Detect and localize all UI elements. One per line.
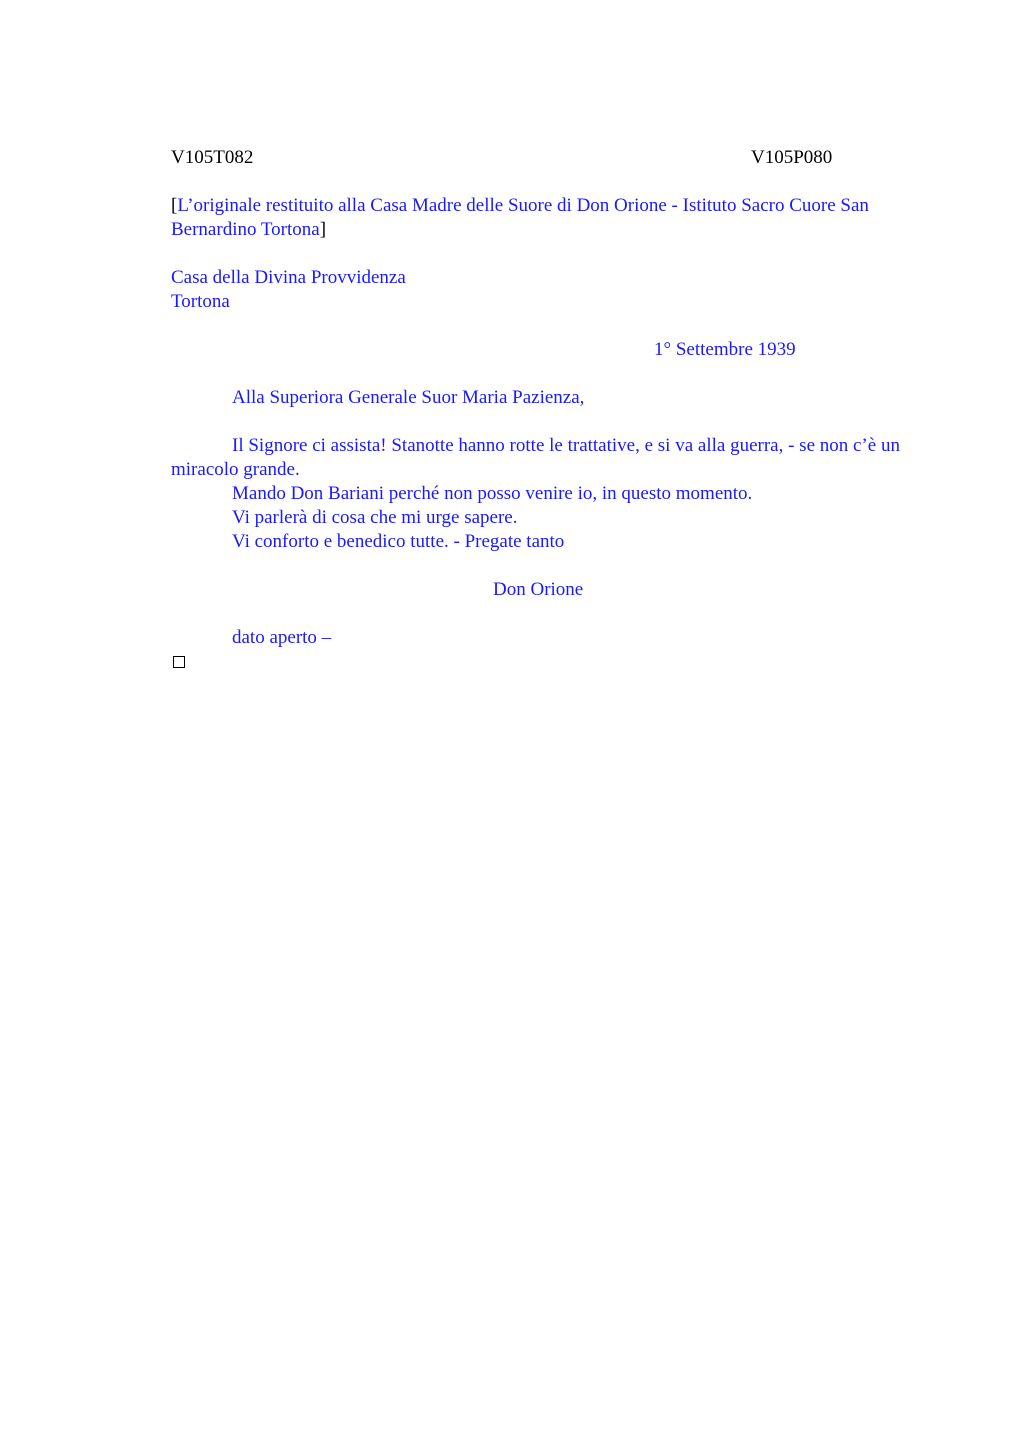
note-open-bracket: [ [171, 195, 178, 216]
body-line-2: Mando Don Bariani perché non posso venire io, in questo momento. [232, 483, 753, 504]
letterhead-line-2: Tortona [171, 291, 230, 312]
signature: Don Orione [493, 579, 584, 600]
note-text: L’originale restituito alla Casa Madre delle Suore di Don Orione - Istituto Sacro Cuore San Bernardino Tortona [171, 195, 869, 240]
document-code-right: V105P080 [751, 147, 833, 168]
postscript: dato aperto – [232, 627, 332, 648]
body-line-3: Vi parlerà di cosa che mi urge sapere. [232, 507, 518, 528]
letter-date: 1° Settembre 1939 [654, 339, 796, 360]
header-row [171, 146, 911, 170]
body-line-4: Vi conforto e benedico tutte. - Pregate tanto [232, 531, 565, 552]
document-page [171, 146, 911, 675]
checkbox-icon [173, 656, 185, 668]
note-close-bracket: ] [319, 219, 327, 240]
document-code-left: V105T082 [171, 147, 254, 168]
archive-note [171, 194, 911, 242]
letterhead-line-1: Casa della Divina Provvidenza [171, 267, 406, 288]
body-paragraph-1: Il Signore ci assista! Stanotte hanno rotte le trattative, e si va alla guerra, - se non c’è un miracolo grande. [171, 435, 900, 480]
salutation: Alla Superiora Generale Suor Maria Pazienza, [232, 387, 585, 408]
